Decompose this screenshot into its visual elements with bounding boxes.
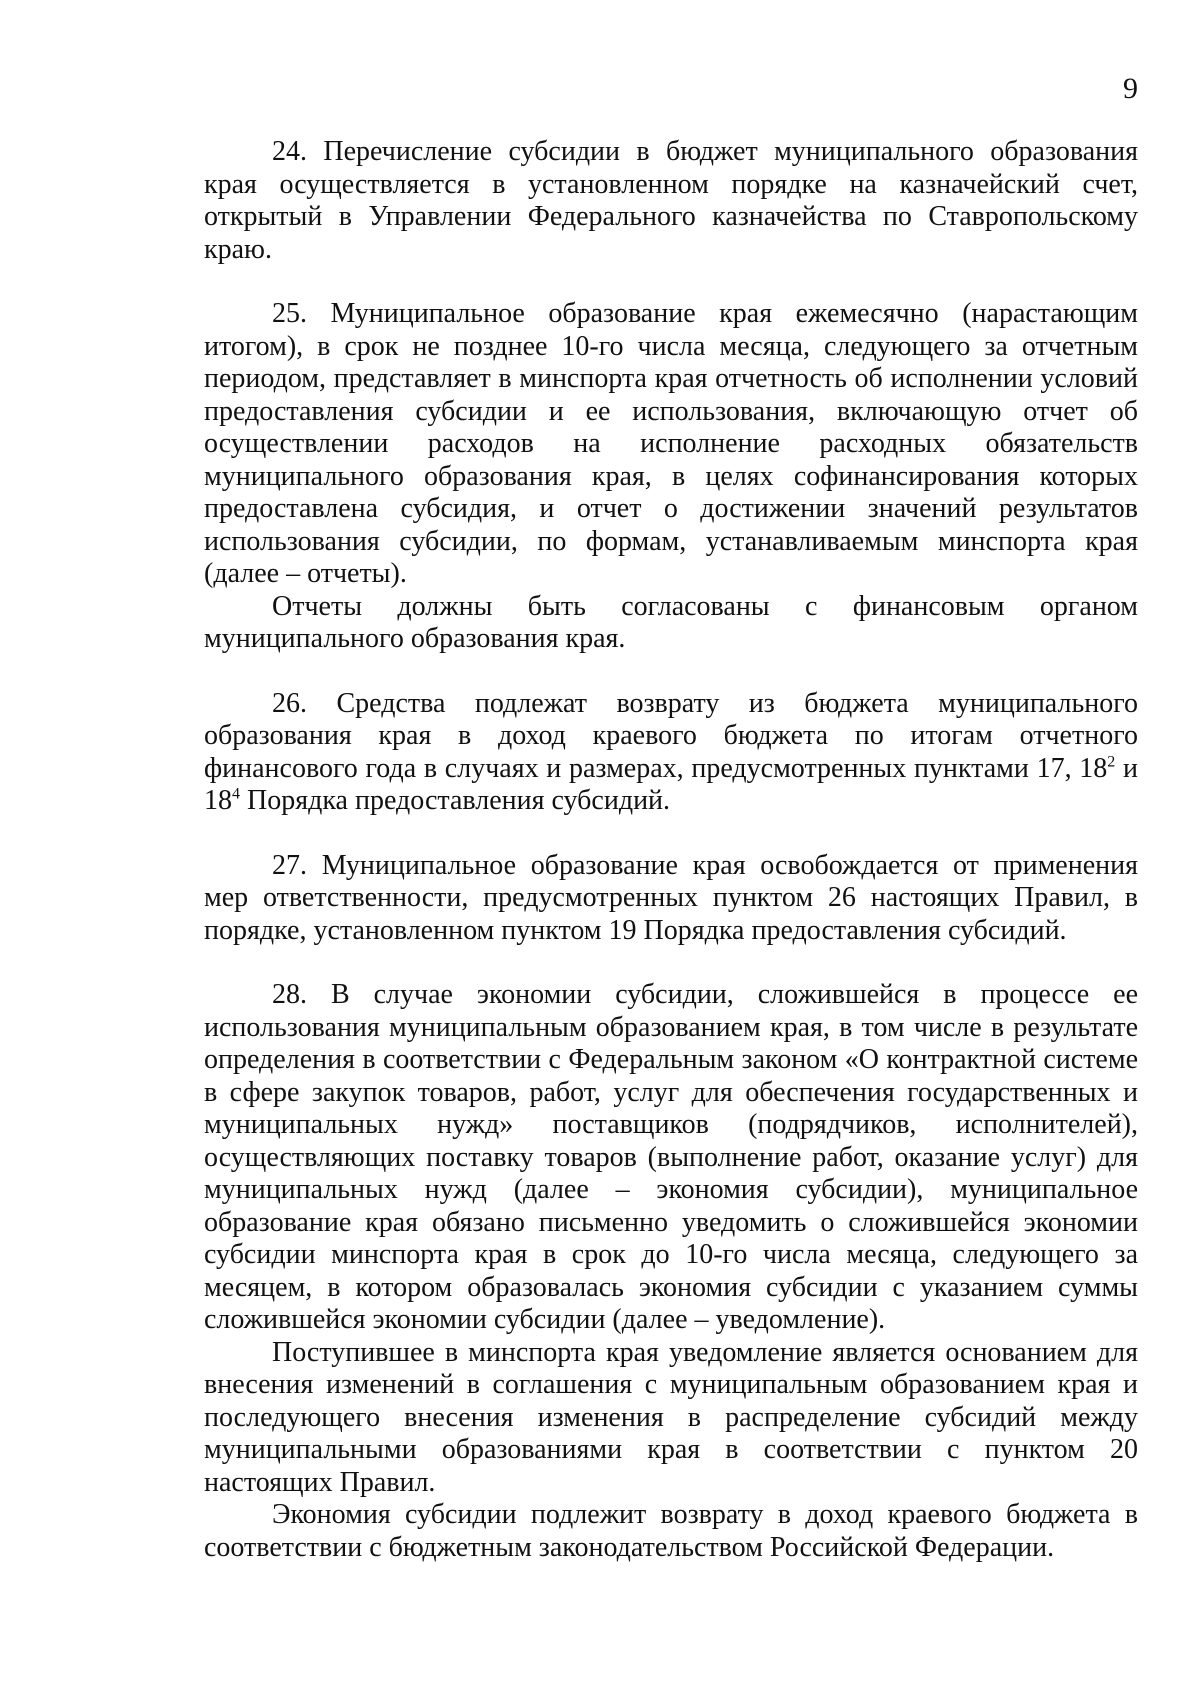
paragraph-26-text-part3: Порядка предоставления субсидий. [240, 785, 671, 816]
paragraph-28: 28. В случае экономии субсидии, сложившейся в процессе ее использования муниципальным образованием края, в том числе в результате определения в соответствии с Федеральным законом «О контрактной системе в сфере закупок товаров, работ, услуг для обеспечения государственных и муниципальных нужд» поставщиков (подрядчиков, исполнителей), осуществляющих поставку товаров (выполнение работ, оказание услуг) для муниципальных нужд (далее – экономия субсидии), муниципальное образование края обязано письменно уведомить о сложившейся экономии субсидии минспорта края в срок до 10-го числа месяца, следующего за месяцем, в котором образовалась экономия субсидии с указанием суммы сложившейся экономии субсидии (далее – уведомление). [204, 979, 1138, 1335]
paragraph-25: 25. Муниципальное образование края ежемесячно (нарастающим итогом), в срок не позднее 10-го числа месяца, следующего за отчетным периодом, представляет в минспорта края отчетность об исполнении условий предоставления субсидии и ее использования, включающую отчет об осуществлении расходов на исполнение расходных обязательств муниципального образования края, в целях софинансирования которых предоставлена субсидия, и отчет о достижении значений результатов использования субсидии, по формам, устанавливаемым минспорта края (далее – отчеты). [204, 298, 1138, 589]
paragraph-25-reports-approval: Отчеты должны быть согласованы с финансовым органом муниципального образования края. [204, 590, 1138, 654]
paragraph-26 [204, 688, 1138, 818]
paragraph-26-text-part2: и 18 [204, 752, 1138, 816]
paragraph-28-notification-basis: Поступившее в минспорта края уведомление является основанием для внесения изменений в соглашения с муниципальным образованием края и последующего внесения изменения в распределение субсидий между муниципальными образованиями края в соответствии с пунктом 20 настоящих Правил. [204, 1336, 1138, 1498]
paragraph-24: 24. Перечисление субсидии в бюджет муниципального образования края осуществляется в установленном порядке на казначейский счет, открытый в Управлении Федерального казначейства по Ставропольскому краю. [204, 136, 1138, 265]
paragraph-26-text-part1: 26. Средства подлежат возврату из бюджета муниципального образования края в доход краевого бюджета по итогам отчетного финансового года в случаях и размерах, предусмотренных пунктами 17, 18 [204, 687, 1138, 784]
paragraph-26-superscript-2: 4 [232, 785, 240, 803]
paragraph-28-savings-return: Экономия субсидии подлежит возврату в доход краевого бюджета в соответствии с бюджетным законодательством Российской Федерации. [204, 1499, 1138, 1563]
page-number: 9 [1123, 72, 1138, 105]
paragraph-26-superscript-1: 2 [1107, 753, 1116, 771]
document-body [204, 136, 1138, 1564]
paragraph-27: 27. Муниципальное образование края освобождается от применения мер ответственности, предусмотренных пунктом 26 настоящих Правил, в порядке, установленном пунктом 19 Порядка предоставления субсидий. [204, 849, 1138, 946]
